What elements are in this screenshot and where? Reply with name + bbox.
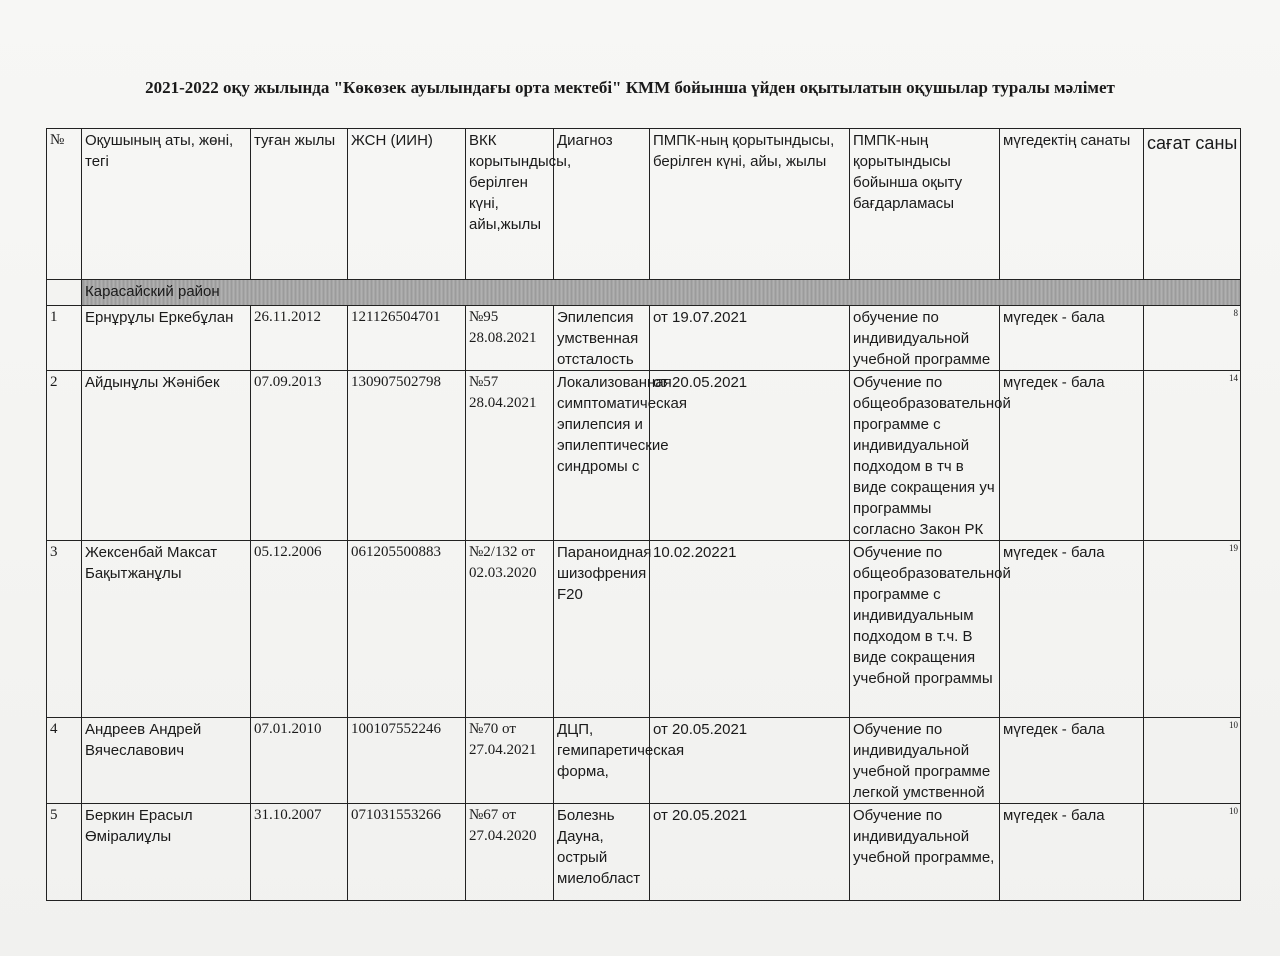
cell-num: 1 xyxy=(47,306,82,371)
document-title: 2021-2022 оқу жылында "Көкөзек ауылындағы орта мектебі" КММ бойынша үйден оқытылатын оқушылар туралы мәлімет xyxy=(145,78,1115,97)
cell-hours: 8 xyxy=(1144,306,1241,371)
table-row xyxy=(47,371,1241,541)
cell-program: Обучение по общеобразовательной программе с индивидуальным подходом в т.ч. В виде сокращения учебной программы xyxy=(850,541,1000,718)
cell-pmpk: от 20.05.2021 xyxy=(650,718,850,804)
header-program: ПМПК-ның қорытындысы бойынша оқыту бағдарламасы xyxy=(850,129,1000,280)
header-pmpk: ПМПК-ның қорытындысы, берілген күні, айы, жылы xyxy=(650,129,850,280)
cell-iin: 071031553266 xyxy=(348,804,466,901)
cell-program: Обучение по общеобразовательной программе с индивидуальной подходом в тч в виде сокращения уч программы согласно Закон РК xyxy=(850,371,1000,541)
header-row xyxy=(47,129,1241,280)
cell-num: 4 xyxy=(47,718,82,804)
cell-disability: мүгедек - бала xyxy=(1000,804,1144,901)
cell-iin: 100107552246 xyxy=(348,718,466,804)
cell-pmpk: от 19.07.2021 xyxy=(650,306,850,371)
cell-iin: 061205500883 xyxy=(348,541,466,718)
cell-iin: 121126504701 xyxy=(348,306,466,371)
cell-diagnosis: Эпилепсия умственная отсталость xyxy=(554,306,650,371)
cell-birth: 26.11.2012 xyxy=(251,306,348,371)
cell-vkk: №57 28.04.2021 xyxy=(466,371,554,541)
cell-diagnosis: Локализованная симптоматическая эпилепсия и эпилептические синдромы с xyxy=(554,371,650,541)
cell-num: 2 xyxy=(47,371,82,541)
table-row xyxy=(47,804,1241,901)
cell-program: Обучение по индивидуальной учебной программе, xyxy=(850,804,1000,901)
table-row xyxy=(47,541,1241,718)
header-vkk: ВКК корытындысы, берілген күні, айы,жылы xyxy=(466,129,554,280)
cell-pmpk: от 20.05.2021 xyxy=(650,804,850,901)
table-row xyxy=(47,718,1241,804)
cell-diagnosis: ДЦП, гемипаретическая форма, xyxy=(554,718,650,804)
cell-name: Айдынұлы Жәнібек xyxy=(82,371,251,541)
cell-diagnosis: Параноидная шизофрения F20 xyxy=(554,541,650,718)
cell-vkk: №2/132 от 02.03.2020 xyxy=(466,541,554,718)
cell-birth: 07.01.2010 xyxy=(251,718,348,804)
students-table xyxy=(46,128,1241,901)
header-num: № xyxy=(47,129,82,280)
cell-num: 3 xyxy=(47,541,82,718)
cell-disability: мүгедек - бала xyxy=(1000,371,1144,541)
cell-name: Беркин Ерасыл Өміралиұлы xyxy=(82,804,251,901)
cell-vkk: №95 28.08.2021 xyxy=(466,306,554,371)
cell-iin: 130907502798 xyxy=(348,371,466,541)
cell-hours: 10 xyxy=(1144,804,1241,901)
district-label: Карасайский район xyxy=(82,280,1241,306)
cell-num: 5 xyxy=(47,804,82,901)
cell-name: Ернұрұлы Еркебұлан xyxy=(82,306,251,371)
cell-vkk: №67 от 27.04.2020 xyxy=(466,804,554,901)
cell-birth: 31.10.2007 xyxy=(251,804,348,901)
header-hours: сағат саны xyxy=(1144,129,1241,280)
cell-birth: 05.12.2006 xyxy=(251,541,348,718)
cell-hours: 19 xyxy=(1144,541,1241,718)
header-disability: мүгедектің санаты xyxy=(1000,129,1144,280)
cell-name: Андреев Андрей Вячеславович xyxy=(82,718,251,804)
header-iin: ЖСН (ИИН) xyxy=(348,129,466,280)
cell-hours: 10 xyxy=(1144,718,1241,804)
header-name: Оқушының аты, жөні, тегі xyxy=(82,129,251,280)
table-row xyxy=(47,306,1241,371)
header-diagnosis: Диагноз xyxy=(554,129,650,280)
cell-vkk: №70 от 27.04.2021 xyxy=(466,718,554,804)
cell-birth: 07.09.2013 xyxy=(251,371,348,541)
cell-hours: 14 xyxy=(1144,371,1241,541)
cell-diagnosis: Болезнь Дауна, острый миелобласт xyxy=(554,804,650,901)
district-row xyxy=(47,280,1241,306)
cell-disability: мүгедек - бала xyxy=(1000,541,1144,718)
cell-disability: мүгедек - бала xyxy=(1000,718,1144,804)
header-birth: туған жылы xyxy=(251,129,348,280)
cell-program: обучение по индивидуальной учебной программе xyxy=(850,306,1000,371)
cell-pmpk: от 20.05.2021 xyxy=(650,371,850,541)
cell-pmpk: 10.02.20221 xyxy=(650,541,850,718)
district-num-cell xyxy=(47,280,82,306)
cell-disability: мүгедек - бала xyxy=(1000,306,1144,371)
cell-name: Жексенбай Максат Бақытжанұлы xyxy=(82,541,251,718)
cell-program: Обучение по индивидуальной учебной программе легкой умственной xyxy=(850,718,1000,804)
